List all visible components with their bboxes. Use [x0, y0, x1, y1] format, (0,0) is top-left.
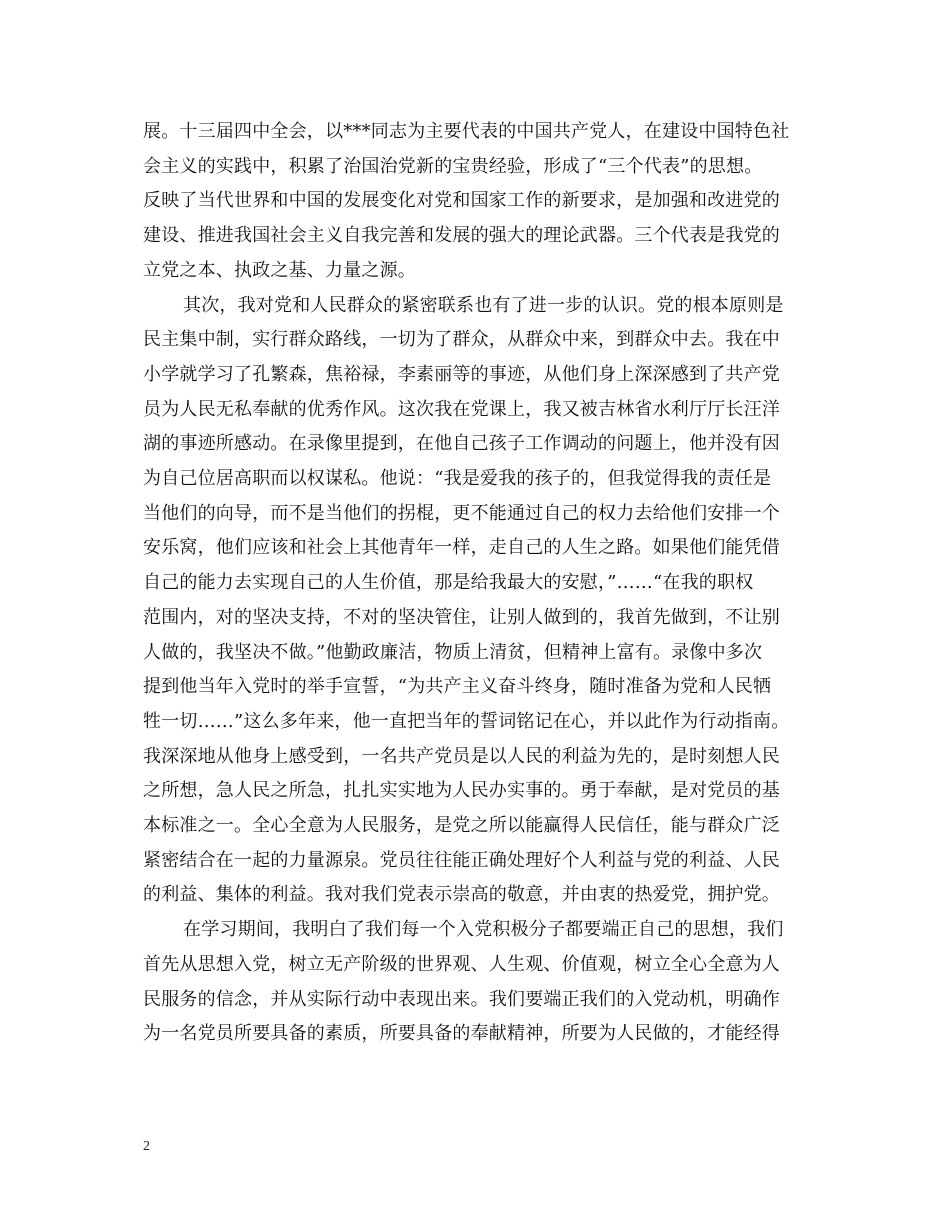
- paragraph-start-line: 在学习期间，我明白了我们每一个入党积极分子都要端正自己的思想，我们: [183, 919, 784, 941]
- body-text: [143, 115, 823, 1052]
- text-line: 提到他当年入党时的举手宣誓，“为共产主义奋斗终身，随时准备为党和人民牺: [143, 676, 772, 698]
- text-line: 为自己位居高职而以权谋私。他说：“我是爱我的孩子的，但我觉得我的责任是: [143, 468, 772, 490]
- text-line: 民服务的信念，并从实际行动中表现出来。我们要端正我们的入党动机，明确作: [143, 988, 780, 1010]
- text-line: 立党之本、执政之基、力量之源。: [143, 259, 416, 281]
- text-line: 反映了当代世界和中国的发展变化对党和国家工作的新要求，是加强和改进党的: [143, 190, 780, 212]
- text-line: 我深深地从他身上感受到，一名共产党员是以人民的利益为先的，是时刻想人民: [143, 745, 780, 767]
- text-line: 范围内，对的坚决支持，不对的坚决管住，让别人做到的，我首先做到，不让别: [143, 606, 780, 628]
- text-line: 湖的事迹所感动。在录像里提到，在他自己孩子工作调动的问题上，他并没有因: [143, 433, 780, 455]
- text-line: 会主义的实践中，积累了治国治党新的宝贵经验，形成了“三个代表”的思想。: [143, 155, 763, 177]
- paragraph-start-line: 其次，我对党和人民群众的紧密联系也有了进一步的认识。党的根本原则是: [183, 294, 784, 316]
- text-line: 为一名党员所要具备的素质，所要具备的奉献精神，所要为人民做的，才能经得: [143, 1023, 780, 1045]
- text-line: 自己的能力去实现自己的人生价值，那是给我最大的安慰，”……“在我的职权: [143, 572, 754, 594]
- text-line: 民主集中制，实行群众路线，一切为了群众，从群众中来，到群众中去。我在中: [143, 329, 780, 351]
- text-line: 建设、推进我国社会主义自我完善和发展的强大的理论武器。三个代表是我党的: [143, 225, 780, 247]
- text-line: 之所想，急人民之所急，扎扎实实地为人民办实事的。勇于奉献，是对党员的基: [143, 780, 780, 802]
- text-line: 本标准之一。全心全意为人民服务，是党之所以能赢得人民信任，能与群众广泛: [143, 815, 780, 837]
- text-line: 安乐窝，他们应该和社会上其他青年一样，走自己的人生之路。如果他们能凭借: [143, 537, 780, 559]
- text-line: 员为人民无私奉献的优秀作风。这次我在党课上，我又被吉林省水利厅厅长汪洋: [143, 398, 780, 420]
- text-line: 的利益、集体的利益。我对我们党表示崇高的敬意，并由衷的热爱党，拥护党。: [143, 884, 780, 906]
- text-line: 展。十三届四中全会，以***同志为主要代表的中国共产党人，在建设中国特色社: [143, 121, 790, 142]
- text-line: 当他们的向导，而不是当他们的拐棍，更不能通过自己的权力去给他们安排一个: [143, 502, 780, 524]
- text-line: 小学就学习了孔繁森，焦裕禄，李素丽等的事迹，从他们身上深深感到了共产党: [143, 363, 780, 385]
- text-line: 牲一切……”这么多年来，他一直把当年的誓词铭记在心，并以此作为行动指南。: [143, 710, 790, 732]
- text-line: 首先从思想入党，树立无产阶级的世界观、人生观、价值观，树立全心全意为人: [143, 953, 780, 975]
- text-line: 人做的，我坚决不做。”他勤政廉洁，物质上清贫，但精神上富有。录像中多次: [143, 641, 763, 663]
- page-number: 2: [143, 1139, 150, 1154]
- text-line: 紧密结合在一起的力量源泉。党员往往能正确处理好个人利益与党的利益、人民: [143, 849, 780, 871]
